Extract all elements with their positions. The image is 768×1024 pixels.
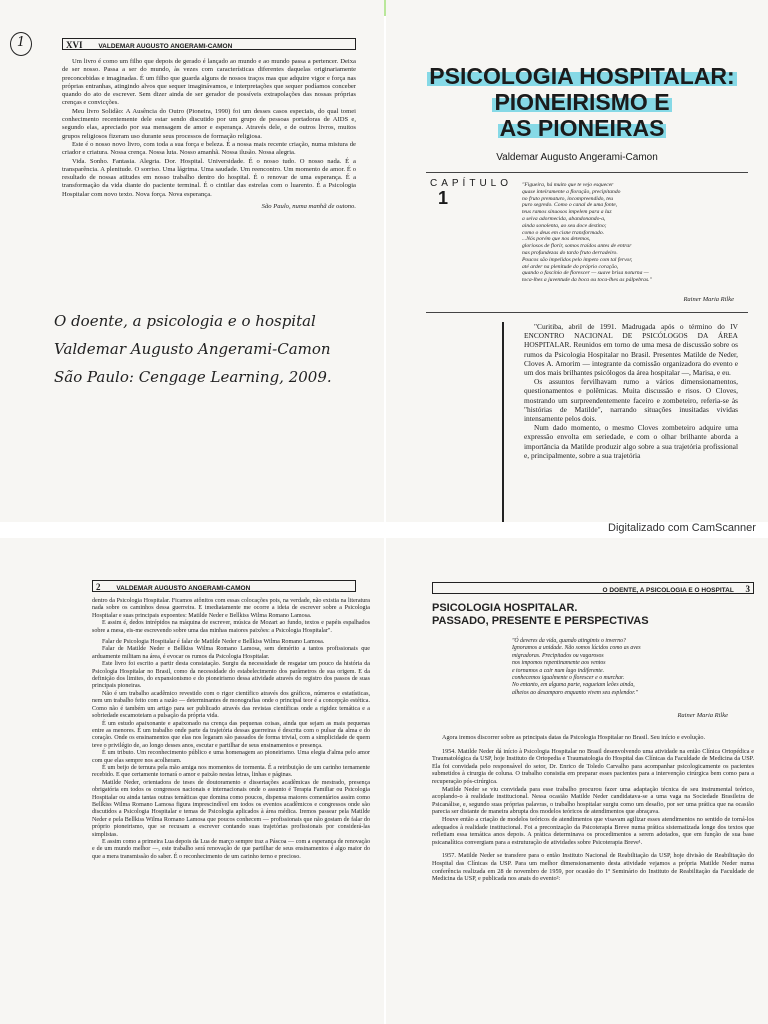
- paragraph: É um beijo de ternura pela mão amiga nos momentos de tormenta. É a retribuição de um carinho ternamente recebido. E que certamente tornará o amor e paixão nestas letras, linhas e páginas.: [92, 764, 370, 779]
- header-author: VALDEMAR AUGUSTO ANGERAMI-CAMON: [98, 43, 233, 50]
- paragraph: Falar de Matilde Neder e Bellkiss Wilma Romano Lamosa, sem demérito a tantos profissionais que arduamente militam na área, é evocar os rumos da Psicologia Hospitalar.: [92, 646, 370, 660]
- paragraph: Vida. Sonho. Fantasia. Alegria. Dor. Hospital. Universidade. É o nosso tudo. O nosso nada. É a transparência. A plenitude. O sorriso. Uma lágrima. Uma saudade. Um reencontro. Um momento de amor. É o resultado de nossas atitudes em nosso trabalho dentro do hospital. É o renovar de uma esperança. É a transformação da vida diante do paciente terminal. É o cintilar das estrelas com o luarento. É a Psicologia Hospitalar com novo texto. Nova força. Nova esperança.: [62, 157, 356, 198]
- paragraph: Este livro foi escrito a partir desta constatação. Surgiu da necessidade de resgatar um pouco da história da Psicologia Hospitalar no Brasil, como da necessidade do estabelecimento dos parâmetros de sua origem. E da definição dos limites, do expansionismo e do pioneirismo dessa atividade através do registro dos passos de suas principais pioneiras.: [92, 661, 370, 690]
- page-text: [92, 598, 370, 861]
- paragraph: Agora iremos discorrer sobre as principais datas da Psicologia Hospitalar no Brasil. Seu início e evolução.: [442, 734, 706, 741]
- circled-number: 1: [10, 32, 32, 56]
- scanner-watermark: Digitalizado com CamScanner: [608, 522, 756, 534]
- epigraph-poem: "Ó deveres da vida, quando atingimis o inverno? Ignoramos a unidade. Não somos lúcidos como as aves migradoras. Precipitados ou vagarosos nos impomos repentinamente aos ventos e tornamos a cair num lago indiferente. conhecemos igualmente o florescer e o murchar. No entanto, em alguma parte, vagueiam leões ainda, alheios ao desamparo enquanto vivem seu esplendor.": [512, 638, 641, 696]
- paragraph: Um livro é como um filho que depois de gerado é lançado ao mundo e ao mundo passa a pertencer. Deixa de ser nosso. Passa a ser do mundo, às vezes com características diferentes daquelas originariamente preconcebidas e imaginadas. É um filho que guarda alguns de nossos traços mas que adquire vigor e força nas próprias entranhas, atingindo alvos que sequer imaginávamos, e interpretações que sequer podíamos conceber quando do ato de escrever. Sem dizer ainda de ser gerador de possíveis extrapolações das nossas próprias crenças e convicções.: [62, 58, 356, 107]
- page-number: XVI: [66, 40, 83, 50]
- chapter-text: [524, 322, 738, 460]
- epigraph-poem: "Figueira, há muito que te vejo esquecer quase inteiramente a floração, precipitando no fruto prematuro, incompreendido, teu puro segredo. Como o canal de uma fonte, teus ramos sinuosos impelem para a luz a seiva adormecida, abandonando-a, ainda sonolenta, ao seu doce destino; como o deus em cisne transformado. ...Nós porém que nos detemos, gloriosos de florir, somos traídos antes de entrar nas profundezas do tardo fruto derradeiro. Poucos são impelidos pelo ímpeto com tal fervor, até arder na plenitude do próprio coração, quando o fascínio de florescer — suave brisa noturna — toca-lhes a juventude da boca ou toca-lhes as pálpebras.": [522, 182, 652, 284]
- handwritten-note: O doente, a psicologia e o hospital: [54, 312, 316, 330]
- paragraph: dentro da Psicologia Hospitalar. Ficamos atônitos com essas colocações pois, na verdade, não existia na literatura nada sobre os caminhos dessa guerreira. E imediatamente me ocorre a ideia de escrever sobre a Psicologia Hospitalar e suas principais expoentes: Matilde Neder e Bellkiss Wilma Romano Lamosa.: [92, 598, 370, 619]
- section-title: [432, 602, 649, 628]
- handwritten-note: Valdemar Augusto Angerami-Camon: [54, 340, 331, 358]
- chapter-title-line: PIONEIRISMO E: [494, 89, 670, 115]
- section-text: [432, 734, 754, 883]
- page-chapter-1: [386, 0, 768, 522]
- running-header: [432, 582, 754, 594]
- divider: [426, 312, 748, 313]
- page-3: [386, 538, 768, 1024]
- paragraph: "Curitiba, abril de 1991. Madrugada após o término do IV ENCONTRO NACIONAL DE PSICÓLOGOS DA ÁREA HOSPITALAR. Reunidos em torno de uma mesa de discussão sobre os rumos da Psicologia Hospitalar no Brasil. Presentes Matilde de Neder, Cloves A. Amorim — integrante da comissão organizadora do evento e um dos mais brilhantes psicólogos da área hospitalar —, Marisa, e eu.: [524, 322, 738, 378]
- preface-text: [62, 58, 356, 211]
- paragraph: Falar de Psicologia Hospitalar é falar de Matilde Neder e Bellkiss Wilma Romano Lamosa.: [102, 639, 325, 646]
- section-title-line: PASSADO, PRESENTE E PERSPECTIVAS: [432, 615, 649, 627]
- chapter-title-line: PSICOLOGIA HOSPITALAR:: [429, 63, 735, 89]
- running-header: [62, 38, 356, 50]
- paragraph: Os assuntos fervilhavam rumo a vários dimensionamentos, questionamentos e polêmicas. Muita discussão e risos. O Cloves, mostrando um surpreendentemente faceiro e zombeteiro, referia-se às "histórias de Matilde", narrando situações inusitadas vividas intensamente pelos dois.: [524, 377, 738, 424]
- paragraph: Meu livro Solidão: A Ausência do Outro (Pioneira, 1990) foi um desses casos especiais, do qual tomei conhecimento recentemente dele estar sendo discutido por um grupo de pessoas portadoras de AIDS e, segundo elas, apreciado por sua mensagem de amor e esperança. Através dele, e de outros livros, muitos grupos religiosos fizeram uso durante seus processos de formação religiosa.: [62, 107, 356, 140]
- signoff: São Paulo, numa manhã de outono.: [261, 203, 356, 211]
- epigraph-author: Rainer Maria Rilke: [683, 296, 734, 303]
- paragraph: Este é o nosso novo livro, com toda a sua força e beleza. É a nossa mais recente criação, numa mistura de criador e criatura. Nossa crença. Nossa luta. Nosso amanhã. Nossa ilusão. Nossa alegria.: [62, 140, 356, 157]
- paragraph: Matilde Neder se viu convidada para esse trabalho procurou fazer uma adaptação técnica de seu instrumental teórico, acoplando-o à realidade institucional. Nessa ocasião Matilde Neder candidatava-se a uma vaga na Sociedade Brasileira de Psicanálise, e, segundo suas próprias palavras, o trabalho hospitalar surgiu como um desafio, por ser uma prática que na ocasião parecia ser distante de maneira abrupta dos modelos teóricos de atendimentos que abraçava.: [432, 785, 754, 816]
- paragraph: Não é um trabalho acadêmico revestido com o rigor científico através dos gráficos, números e estatísticas, nem um trabalho feito com a razão — determinantes de monografias onde o principal teor é a concepção estética. Como não é também um artigo para ser publicado através das revistas científicas onde a rigidez temática e a sobriedade escamoteiam a pulsação da própria vida.: [92, 690, 370, 720]
- paragraph: Matilde Neder, orientadora de teses de doutoramento e dissertações acadêmicas de mestrado, presença obrigatória em todos os congressos nacionais e internacionais onde o assunto é Terapia Familiar ou Psicologia Hospitalar ou ainda tantas outras temáticas que domina como poucos, dispensa maiores comentários assim como Bellkiss Wilma Romano Lamosa figura imprescindível em todos os eventos acadêmicos e congressos onde são discutidos a Psicologia Hospitalar e temas de Psicologia aplicados à área médica. Iremos passear pela Matilde Neder e pela Bellkiss Wilma Romano Lamosa que poucos conhecem — profissionais que não gostam de falar do próprio pioneirismo, que se recusam a escrever contando suas trajetórias profissionais por considerá-las simplistas.: [92, 779, 370, 838]
- handwritten-note: São Paulo: Cengage Learning, 2009.: [54, 368, 332, 386]
- epigraph-author: Rainer Maria Rilke: [677, 712, 728, 719]
- paragraph: Num dado momento, o mesmo Cloves zombeteiro adquire uma expressão envolta em seriedade, e com o olhar brilhante aborda a importância da Matilde produzir algo sobre a sua trajetória profissional e, principalmente, sobre a sua trajetória: [524, 423, 738, 460]
- chapter-author: Valdemar Augusto Angerami-Camon: [496, 152, 658, 163]
- margin-bar: [502, 322, 504, 522]
- page-number: 2: [96, 582, 101, 592]
- running-header: [92, 580, 356, 592]
- page-2: [0, 538, 384, 1024]
- chapter-number: 1: [438, 188, 449, 208]
- page-number: 3: [745, 584, 750, 594]
- divider: [426, 172, 748, 173]
- paragraph: 1954. Matilde Neder dá início à Psicologia Hospitalar no Brasil desenvolvendo uma atividade na então Clínica Ortopédica e Traumatológica da USP, hoje Instituto de Ortopedia e Traumatologia do Hospital das Clínicas da Faculdade de Medicina da USP. Ela foi convidada pelo responsável do setor, Dr. Enrico de Toledo Carvalho para acompanhar psicologicamente os pacientes submetidos à cirurgia de coluna. O trabalho consistia em preparar esses pacientes para a intervenção cirúrgica bem como para a recuperação pós-cirúrgica.: [432, 747, 754, 785]
- paragraph: Houve então a criação de modelos teóricos de atendimentos que visavam agilizar esses atendimentos no sentido de torná-los adequados à realidade institucional. Foi a preconização da Psicoterapia Breve numa prática sistematizada longe dos textos que refletiam essa temática anos depois. A prática determinava os procedimentos a serem adotados, que em função de sua base psicanalítica convergiam para a estruturação de atividades sobre Psicoterapia Breve¹.: [432, 815, 754, 846]
- header-title: O DOENTE, A PSICOLOGIA E O HOSPITAL: [602, 587, 734, 594]
- paragraph: E assim é, dedos intrépidos na máquina de escrever, música de Mozart ao fundo, textos e papéis espalhados sobre a mesa, eis-me escrevendo sobre uma das minhas maiores paixões: a Psicologia Hospitalar".: [92, 620, 370, 634]
- paragraph: E assim como a primeira Lua depois da Lua de março sempre traz a Páscoa — com a esperança de renovação e de um mundo melhor —, este trabalho será renovação de que partilhar de seus ensinamentos é algo maior do que a mera transmissão do saber. É o reconhecimento de um carinho terno e precioso.: [92, 839, 370, 860]
- header-author: VALDEMAR AUGUSTO ANGERAMI-CAMON: [116, 585, 251, 592]
- chapter-label: CAPÍTULO: [430, 178, 513, 189]
- paragraph: É um estudo apaixonante e apaixonado na crença das pequenas coisas, ainda que sejam as mais pequenas entre as menores. É um trabalho onde parte da trajetória dessas guerreiras é descrita com o pulsar da alma e do coração. Onde os ensinamentos que elas nos legaram são passados de forma trivial, com a simplicidade de quem teve o privilégio de, ao longo desses anos, escutar e partilhar de seus ensinamentos e presença.: [92, 720, 370, 749]
- page-xvi: [0, 0, 384, 522]
- section-title-line: PSICOLOGIA HOSPITALAR.: [432, 602, 578, 614]
- chapter-title-line: AS PIONEIRAS: [499, 115, 665, 141]
- paragraph: É um tributo. Um reconhecimento público e uma homenagem ao pioneirismo. Uma elegia d'alma pelo amor com que elas sempre nos acolheram.: [92, 750, 370, 764]
- paragraph: 1957. Matilde Neder se transfere para o então Instituto Nacional de Reabilitação da USP, hoje divisão de Reabilitação do Hospital das Clínicas da USP. Para um melhor dimensionamento desta atividade vejamos a própria Matilde Neder numa conferência realizada em 28 de novembro de 1959, por ocasião do 1º Seminário do Instituto de Reabilitação da Faculdade de Medicina da USP, e publicada nos anais do evento²:: [432, 852, 754, 883]
